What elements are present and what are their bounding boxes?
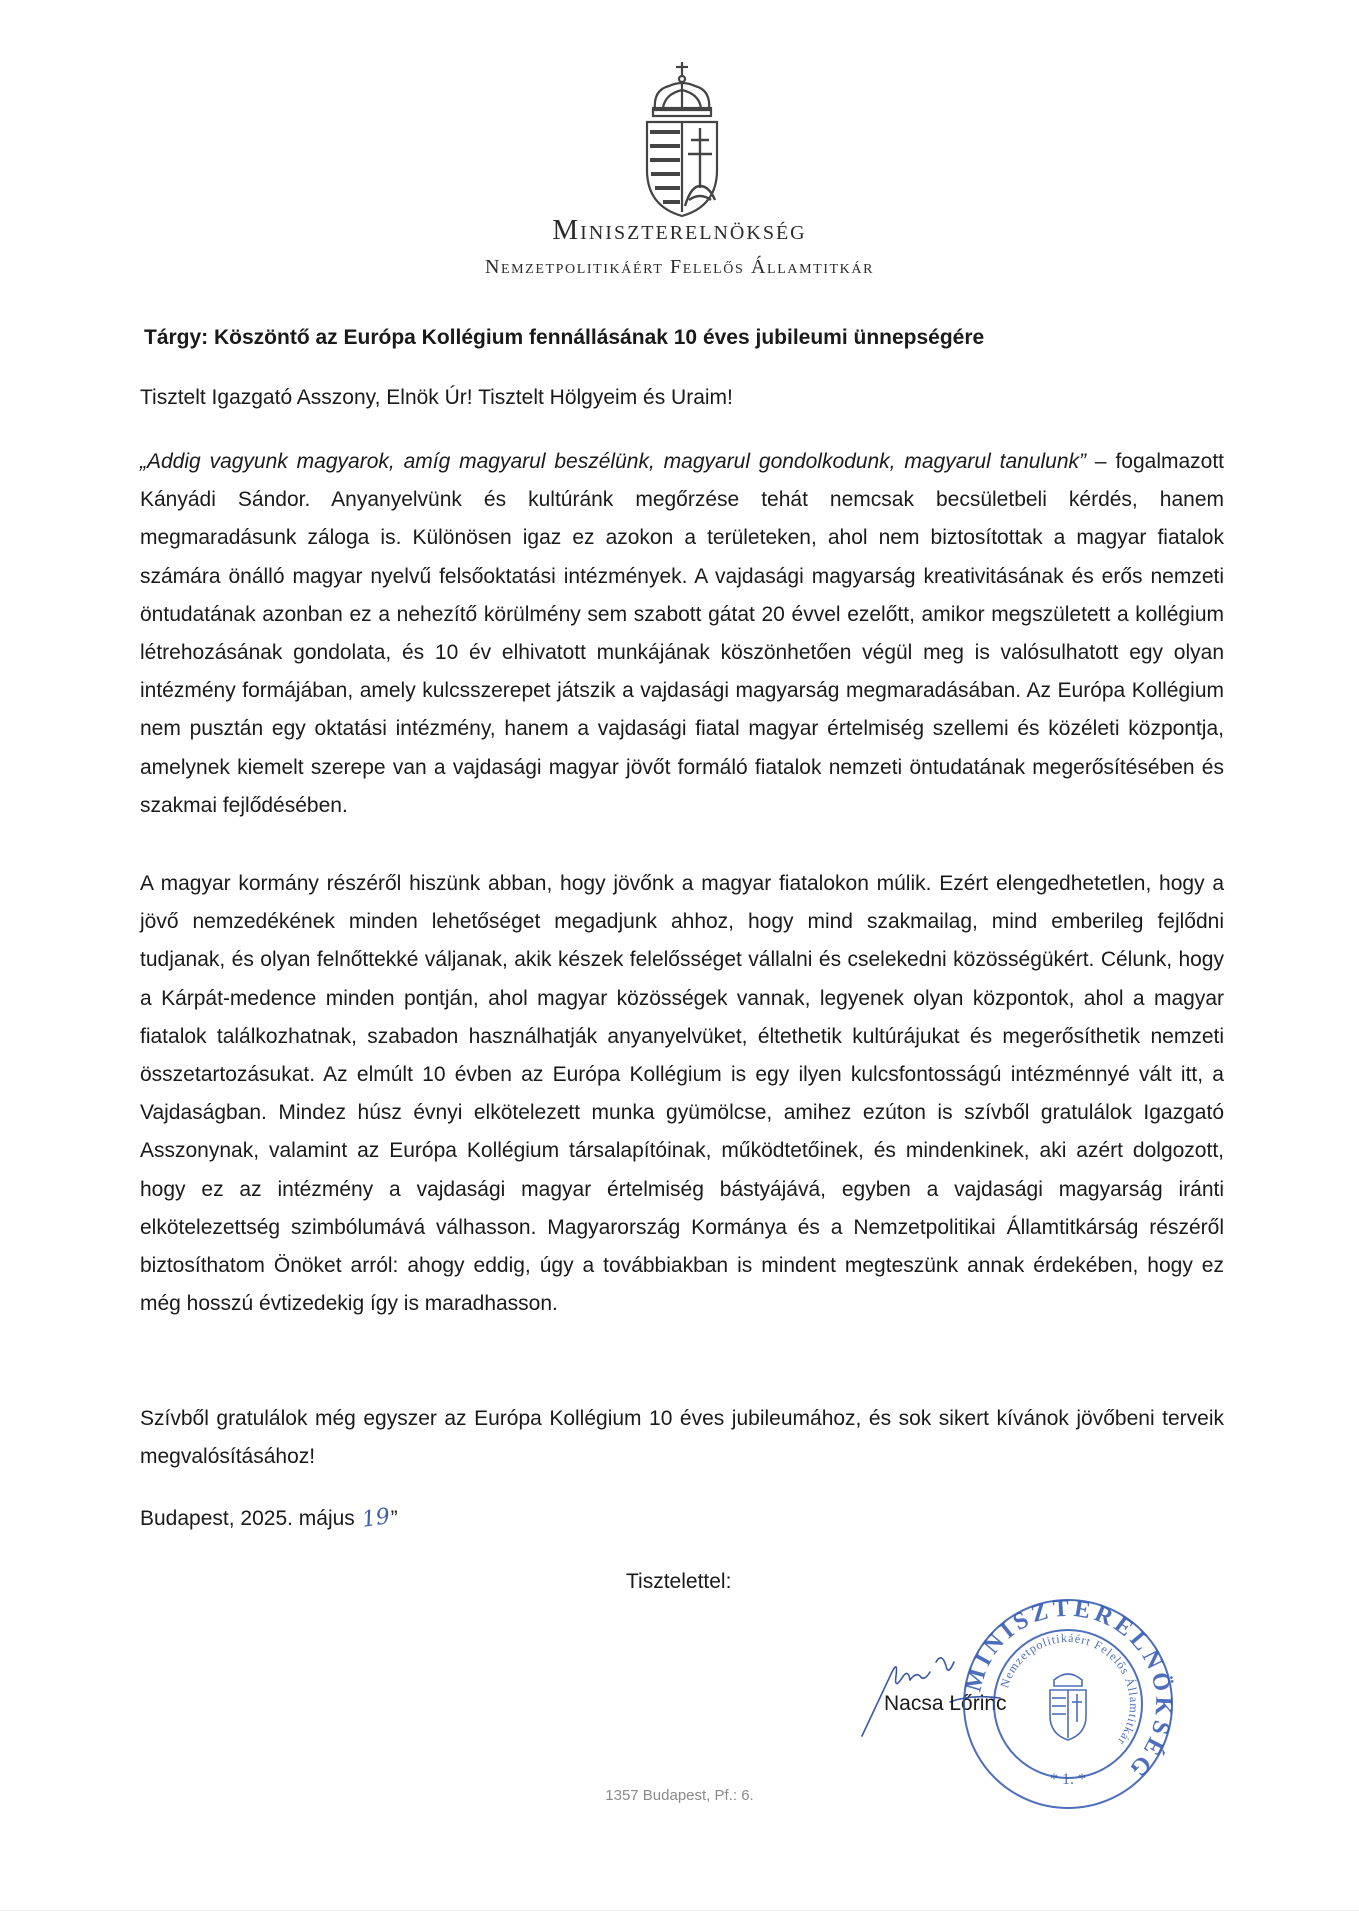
salutation: Tisztelt Igazgató Asszony, Elnök Úr! Tisztelt Hölgyeim és Uraim! <box>140 386 733 409</box>
letter-subject: Tárgy: Köszöntő az Európa Kollégium fennállásának 10 éves jubileumi ünnepségére <box>144 326 985 349</box>
svg-text:* 1. *: * 1. * <box>1050 1771 1086 1788</box>
coat-of-arms-icon <box>641 60 723 220</box>
quote-kanyadi: „Addig vagyunk magyarok, amíg magyarul beszélünk, magyarul gondolkodunk, magyarul tanulunk” <box>140 450 1087 473</box>
official-stamp <box>958 1594 1178 1814</box>
signer-name: Nacsa Lőrinc <box>884 1692 1007 1715</box>
date-prefix: Budapest, 2025. május <box>140 1507 361 1530</box>
date-line <box>140 1506 398 1531</box>
date-suffix: ” <box>390 1507 398 1530</box>
closing-salutation: Tisztelettel: <box>626 1570 732 1593</box>
footer-address: 1357 Budapest, Pf.: 6. <box>605 1787 754 1804</box>
svg-text:MINISZTERELNÖKSÉG: MINISZTERELNÖKSÉG <box>960 1595 1177 1785</box>
paragraph-3: Szívből gratulálok még egyszer az Európa Kollégium 10 éves jubileumához, és sok sikert kívánok jövőbeni terveik megvalósításához! <box>140 1407 1224 1469</box>
letterhead-department: Nemzetpolitikáért Felelős Államtitkár <box>484 256 875 278</box>
paragraph-1 <box>140 443 1224 825</box>
handwritten-day: 19 <box>360 1504 392 1533</box>
paragraph-2: A magyar kormány részéről hiszünk abban, hogy jövőnk a magyar fiatalokon múlik. Ezért elengedhetetlen, hogy a jövő nemzedékének minden lehetőséget megadjunk ahhoz, hogy mind szakmailag, mind emberileg fejlődni tudjanak, és olyan felnőttekké váljanak, akik készek felelősséget vállalni és cselekedni közösségükért. Célunk, hogy a Kárpát-medence minden pontján, ahol magyar közösségek vannak, legyenek olyan központok, ahol a magyar fiatalok találkozhatnak, szabadon használhatják anyanyelvüket, éltethetik kultúrájukat és megerősíthetik nemzeti összetartozásukat. Az elmúlt 10 évben az Európa Kollégium is egy ilyen kulcsfontosságú intézménnyé vált itt, a Vajdaságban. Mindez húsz évnyi elkötelezett munka gyümölcse, amihez ezúton is szívből gratulálok Igazgató Asszonynak, valamint az Európa Kollégium társalapítóinak, működtetőinek, és mindenkinek, aki azért dolgozott, hogy ez az intézmény a vajdasági magyar értelmiség bástyájává, egyben a vajdasági magyarság iránti elkötelezettség szimbólumává válhasson. Magyarország Kormánya és a Nemzetpolitikai Államtitkárság részéről biztosíthatom Önöket arról: ahogy eddig, úgy a továbbiakban is mindent megteszünk annak érdekében, hogy ez még hosszú évtizedekig így is maradhasson. <box>140 872 1224 1316</box>
page-bottom-edge <box>0 1910 1359 1911</box>
svg-text:Nemzetpolitikáért Felelős Álla: Nemzetpolitikáért Felelős Államtitkár <box>997 1630 1142 1749</box>
paragraph-1-body: – fogalmazott Kányádi Sándor. Anyanyelvünk és kultúránk megőrzése tehát nemcsak becsületbeli kérdés, hanem megmaradásunk záloga is. Különösen igaz ez azokon a területeken, ahol nem biztosítottak a magyar fiatalok számára önálló magyar nyelvű felsőoktatási intézmények. A vajdasági magyarság kreativitásának és erős nemzeti öntudatának azonban ez a nehezítő körülmény sem szabott gátat 20 évvel ezelőtt, amikor megszületett a kollégium létrehozásának gondolata, és 10 év elhivatott munkájának köszönhetően végül meg is valósulhatott egy olyan intézmény formájában, amely kulcsszerepet játszik a vajdasági magyarság megmaradásában. Az Európa Kollégium nem pusztán egy oktatási intézmény, hanem a vajdasági fiatal magyar értelmiség szellemi és közéleti központja, amelynek kiemelt szerepe van a vajdasági magyar jövőt formáló fiatalok nemzeti öntudatának megerősítésében és szakmai fejlődésében. <box>140 450 1224 817</box>
letterhead-ministry: Miniszterelnökség <box>552 214 807 246</box>
